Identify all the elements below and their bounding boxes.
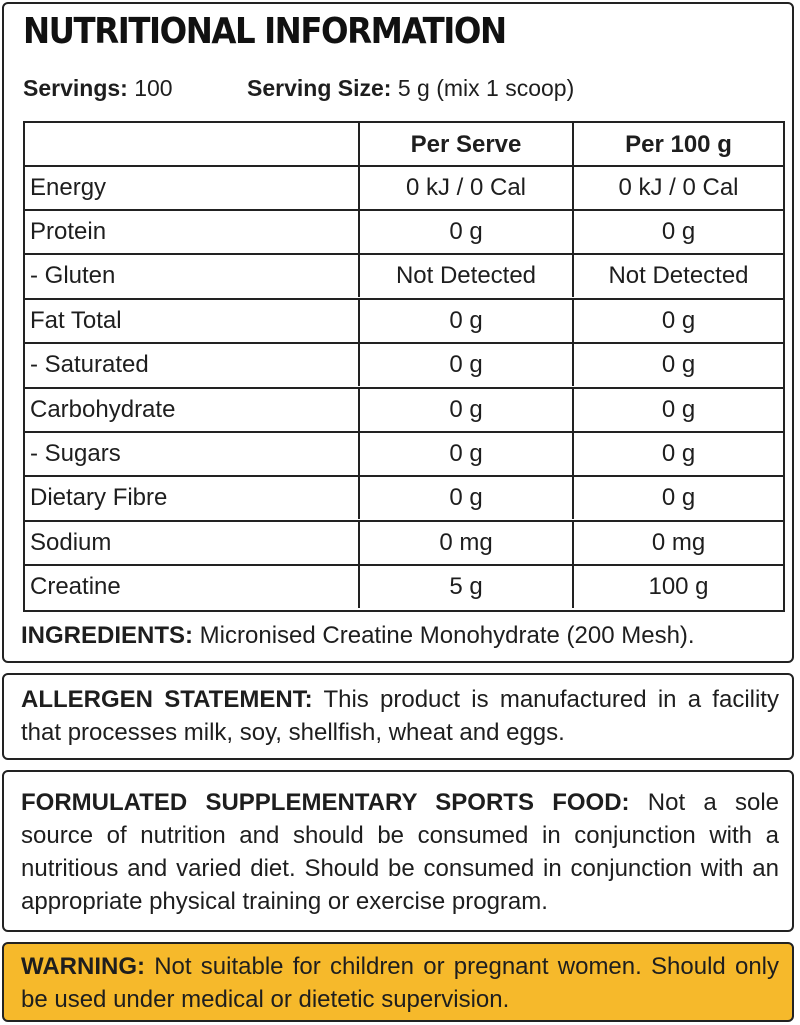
table-row xyxy=(25,209,783,253)
formulated-panel xyxy=(2,770,794,932)
per-100g-value: 0 g xyxy=(661,440,696,467)
ingredients-label: INGREDIENTS: xyxy=(21,622,194,649)
per-100g-value: 100 g xyxy=(648,573,709,600)
per-100g-value: 0 g xyxy=(661,351,696,378)
per-100g-value: Not Detected xyxy=(608,262,749,289)
nutrient-name: Sodium xyxy=(30,529,112,556)
per-100g-value: 0 g xyxy=(661,218,696,245)
per-serve-value: 5 g xyxy=(449,573,483,600)
table-row xyxy=(25,475,783,519)
per-100g-value: 0 g xyxy=(661,484,696,511)
table-header-row xyxy=(25,123,783,167)
nutrition-table xyxy=(23,121,785,612)
nutrition-panel xyxy=(2,2,794,663)
serving-size-line xyxy=(247,77,574,100)
servings-label: Servings: xyxy=(23,75,128,101)
ingredients-statement xyxy=(21,624,695,648)
table-row xyxy=(25,520,783,564)
per-100g-value: 0 kJ / 0 Cal xyxy=(618,174,739,201)
formulated-label: FORMULATED SUPPLEMENTARY SPORTS FOOD: xyxy=(21,789,630,816)
per-serve-value: 0 g xyxy=(449,218,483,245)
per-serve-value: 0 g xyxy=(449,484,483,511)
servings-line xyxy=(23,77,173,100)
warning-statement xyxy=(21,950,779,1016)
warning-text: Not suitable for children or pregnant women. Should only be used under medical or dietetic supervision. xyxy=(21,953,779,1013)
nutrient-name: - Sugars xyxy=(30,440,121,467)
table-row xyxy=(25,431,783,475)
per-serve-value: 0 g xyxy=(449,307,483,334)
table-row xyxy=(25,298,783,342)
table-row xyxy=(25,342,783,386)
per-serve-value: 0 g xyxy=(449,351,483,378)
per-serve-value: Not Detected xyxy=(395,262,537,289)
warning-panel xyxy=(2,942,794,1022)
per-serve-value: 0 g xyxy=(449,440,483,467)
header-per-100g: Per 100 g xyxy=(625,131,732,158)
table-row xyxy=(25,564,783,608)
formulated-text: Not a sole source of nutrition and should be consumed in conjunction with a nutritious and varied diet. Should be consumed in conjunction with an appropriate physical training or exercise program. xyxy=(21,789,779,915)
nutrient-name: Dietary Fibre xyxy=(30,484,168,511)
per-100g-value: 0 g xyxy=(661,396,696,423)
servings-value: 100 xyxy=(134,75,173,101)
table-row xyxy=(25,165,783,209)
table-row xyxy=(25,253,783,297)
allergen-statement xyxy=(21,683,779,749)
nutrient-name: Energy xyxy=(30,174,107,201)
serving-size-value: 5 g (mix 1 scoop) xyxy=(397,75,575,101)
per-serve-value: 0 g xyxy=(449,396,483,423)
nutrient-name: - Saturated xyxy=(30,351,149,378)
per-100g-value: 0 mg xyxy=(651,529,706,556)
page-title: NUTRITIONAL INFORMATION xyxy=(23,11,506,52)
allergen-panel xyxy=(2,673,794,760)
table-row xyxy=(25,387,783,431)
allergen-text: This product is manufactured in a facility that processes milk, soy, shellfish, wheat and eggs. xyxy=(21,686,779,746)
nutrient-name: Creatine xyxy=(30,573,121,600)
per-100g-value: 0 g xyxy=(661,307,696,334)
serving-size-label: Serving Size: xyxy=(247,75,392,101)
nutrient-name: Protein xyxy=(30,218,107,245)
nutrient-name: - Gluten xyxy=(30,262,116,289)
ingredients-text: Micronised Creatine Monohydrate (200 Mesh). xyxy=(193,622,695,649)
per-serve-value: 0 kJ / 0 Cal xyxy=(405,174,527,201)
nutrient-name: Fat Total xyxy=(30,307,122,334)
per-serve-value: 0 mg xyxy=(439,529,493,556)
header-per-serve: Per Serve xyxy=(410,131,522,158)
nutrient-name: Carbohydrate xyxy=(30,396,176,423)
warning-label: WARNING: xyxy=(21,953,145,980)
formulated-statement xyxy=(21,786,779,918)
allergen-label: ALLERGEN STATEMENT: xyxy=(21,686,313,713)
